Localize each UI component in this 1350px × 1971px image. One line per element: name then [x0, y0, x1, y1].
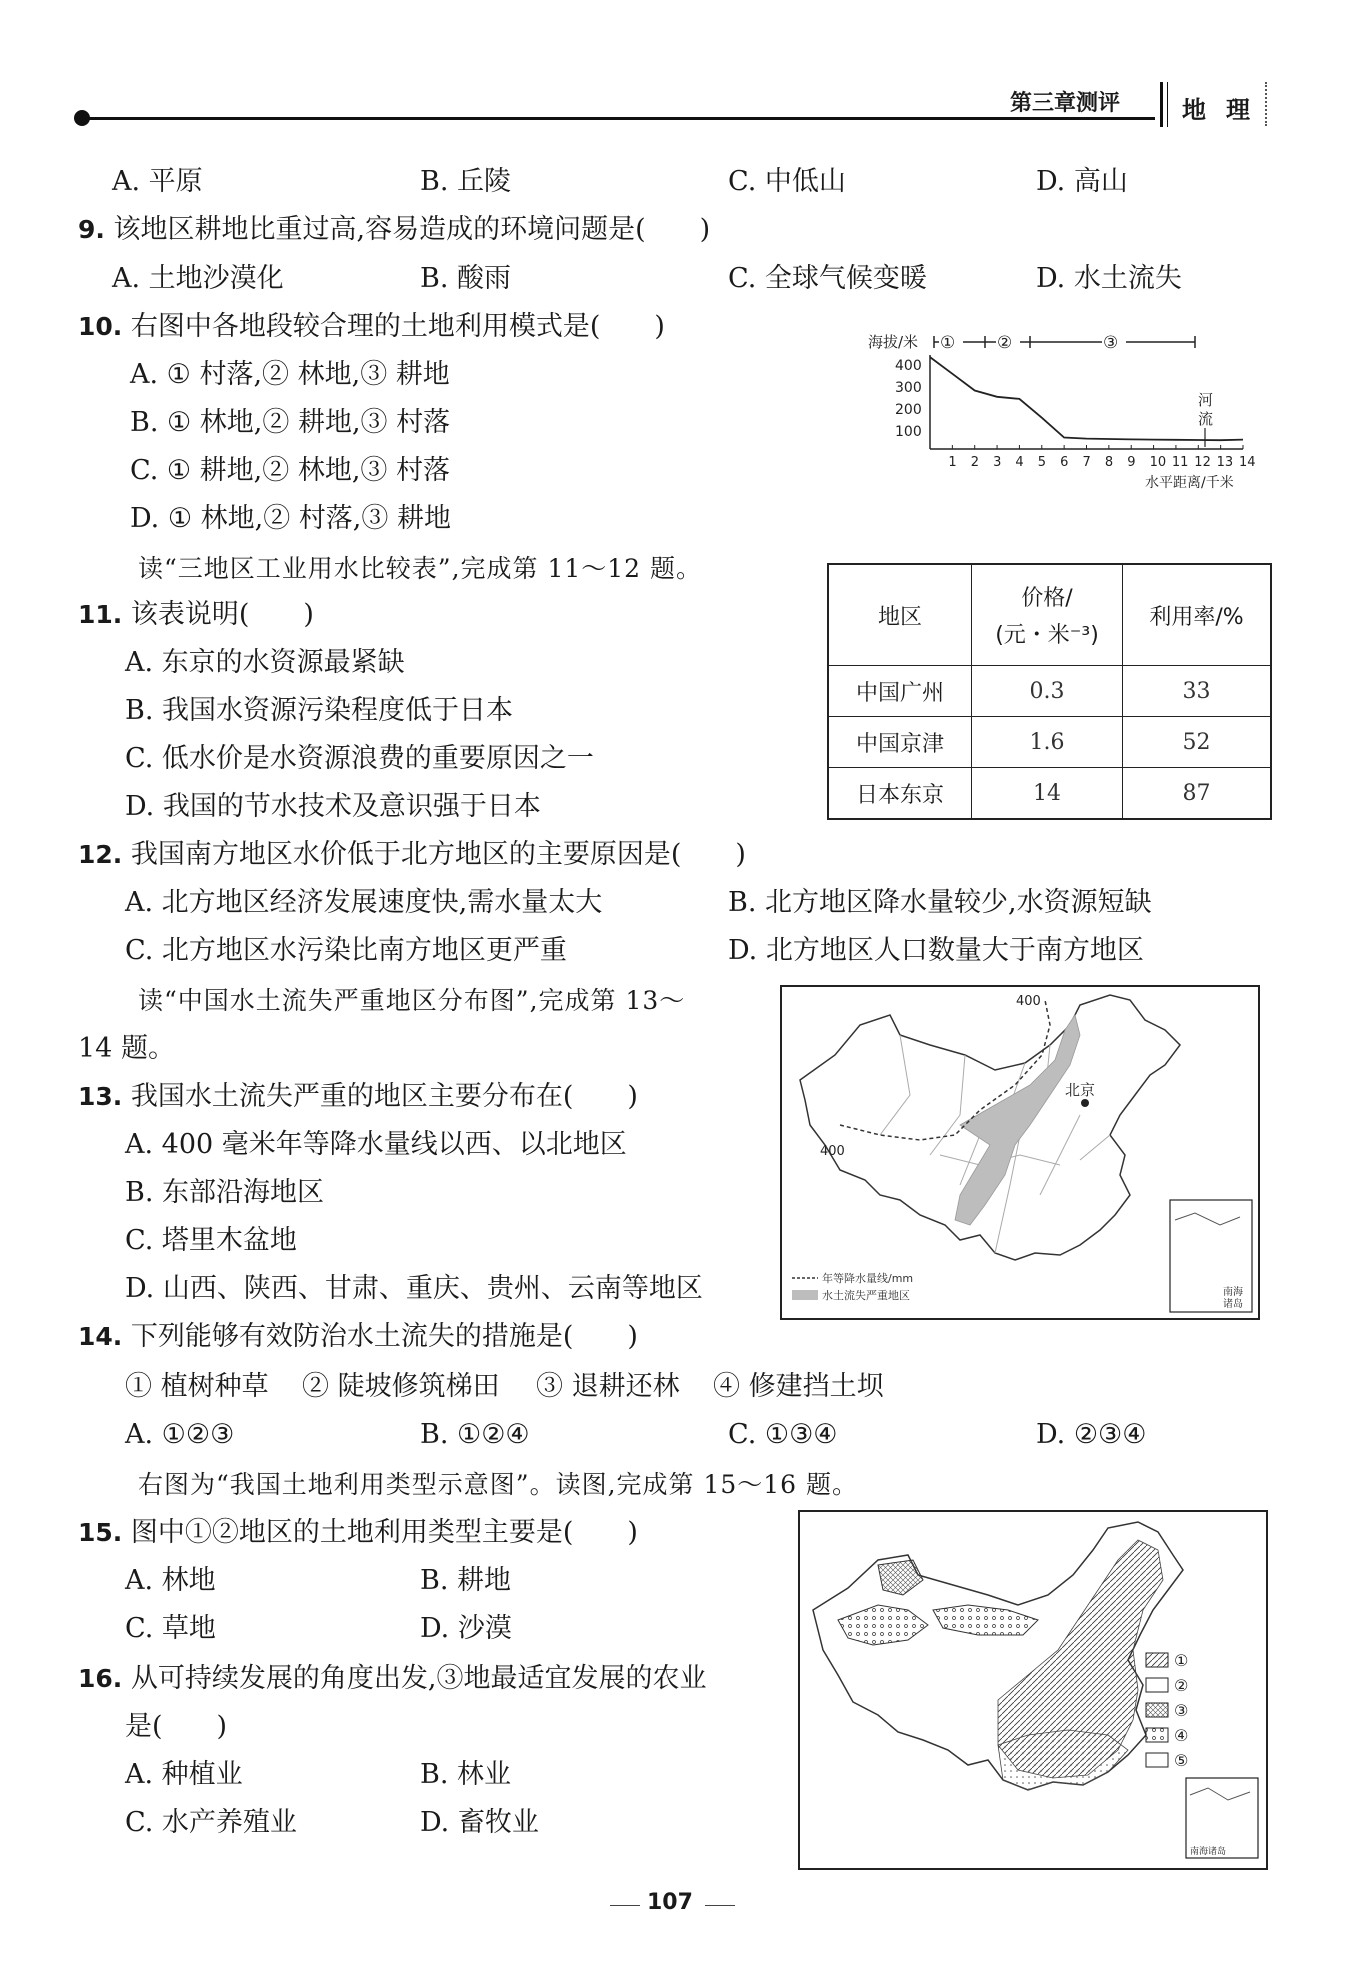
q12-option-d[interactable]: D. 北方地区人口数量大于南方地区: [728, 935, 1144, 966]
q8-option-d[interactable]: D. 高山: [1036, 166, 1128, 197]
q13-option-b[interactable]: B. 东部沿海地区: [125, 1177, 325, 1208]
q10-text: 右图中各地段较合理的土地利用模式是( ): [130, 311, 665, 342]
q11-option-a[interactable]: A. 东京的水资源最紧缺: [125, 647, 405, 678]
chapter-title: 第三章测评: [1010, 91, 1121, 116]
profile-ytick-400: 400: [895, 358, 922, 374]
col-header-price-line2: (元・米⁻³): [995, 623, 1099, 648]
beijing-marker: [1081, 1099, 1089, 1107]
q14-measure-3: ③ 退耕还林: [536, 1371, 680, 1402]
q9-option-d[interactable]: D. 水土流失: [1036, 263, 1182, 294]
q14-measure-2: ② 陡坡修筑梯田: [302, 1371, 500, 1402]
q14-measure-1: ① 植树种草: [125, 1371, 269, 1402]
col-header-price: [972, 564, 1123, 666]
col-header-region: 地区: [828, 564, 972, 666]
q15-stem: [78, 1516, 638, 1550]
q15-option-d[interactable]: D. 沙漠: [420, 1613, 512, 1644]
q12-option-a[interactable]: A. 北方地区经济发展速度快,需水量太大: [125, 887, 603, 918]
land-inset-frame: [1186, 1778, 1258, 1858]
q15-option-c[interactable]: C. 草地: [125, 1613, 216, 1644]
legend-label-4: ④: [1174, 1726, 1189, 1745]
legend-swatch-1: [1146, 1653, 1168, 1667]
footer-rule-right: [705, 1905, 735, 1906]
soil-erosion-map: [780, 985, 1260, 1320]
q9-option-a[interactable]: A. 土地沙漠化: [112, 263, 284, 294]
cell-region: 日本东京: [828, 768, 972, 820]
q13-text: 我国水土流失严重的地区主要分布在( ): [130, 1081, 638, 1112]
header-divider: [1160, 82, 1163, 127]
table-row: [828, 666, 1271, 717]
inset-label-2: 诸岛: [1223, 1299, 1243, 1310]
header-divider-thin: [1167, 82, 1168, 127]
legend-label-5: ⑤: [1174, 1751, 1189, 1770]
q11-option-b[interactable]: B. 我国水资源污染程度低于日本: [125, 695, 514, 726]
q13-number: 13.: [78, 1082, 123, 1111]
q9-number: 9.: [78, 215, 105, 244]
intro-15-16: 右图为“我国土地利用类型示意图”。读图,完成第 15～16 题。: [138, 1470, 859, 1499]
legend-erosion-label: 水土流失严重地区: [822, 1289, 910, 1302]
terrain-profile-chart: [860, 325, 1280, 500]
q12-stem: [78, 838, 746, 872]
profile-ytick-300: 300: [895, 380, 922, 396]
intro-13-14-line2: 14 题。: [78, 1033, 175, 1064]
q14-option-c[interactable]: C. ①③④: [728, 1419, 838, 1450]
q16-stem-line2: 是( ): [125, 1711, 228, 1742]
q16-option-c[interactable]: C. 水产养殖业: [125, 1807, 297, 1838]
q9-option-c[interactable]: C. 全球气候变暖: [728, 263, 927, 294]
cell-price: 14: [972, 768, 1123, 820]
intro-13-14-line1: 读“中国水土流失严重地区分布图”,完成第 13～: [138, 986, 686, 1015]
profile-xtick: 8: [1104, 455, 1114, 470]
q14-text: 下列能够有效防治水土流失的措施是( ): [130, 1321, 638, 1352]
legend-label-2: ②: [1174, 1676, 1189, 1695]
legend-label-3: ③: [1174, 1701, 1189, 1720]
segment-label-2: ②: [997, 333, 1013, 353]
q14-number: 14.: [78, 1322, 123, 1351]
label-400-top: 400: [1016, 994, 1041, 1009]
profile-xtick: 13: [1216, 455, 1234, 470]
q10-option-d[interactable]: D. ① 林地,② 村落,③ 耕地: [130, 503, 451, 534]
q10-number: 10.: [78, 312, 123, 341]
subject-char-1: 地: [1182, 96, 1206, 124]
legend-label-1: ①: [1174, 1651, 1189, 1670]
q11-option-d[interactable]: D. 我国的节水技术及意识强于日本: [125, 791, 541, 822]
q16-option-b[interactable]: B. 林业: [420, 1759, 512, 1790]
profile-line: [930, 357, 1243, 440]
q16-stem-line1: [78, 1662, 706, 1696]
q10-option-c[interactable]: C. ① 耕地,② 林地,③ 村落: [130, 455, 450, 486]
profile-xtick: 4: [1015, 455, 1024, 470]
cell-rate: 52: [1123, 717, 1272, 768]
header-rule: [80, 117, 1155, 120]
profile-xlabel: 水平距离/千米: [1145, 475, 1234, 491]
label-400-left: 400: [820, 1144, 845, 1159]
q13-option-d[interactable]: D. 山西、陕西、甘肃、重庆、贵州、云南等地区: [125, 1273, 703, 1304]
inset-label-1: 南海: [1223, 1287, 1243, 1298]
profile-ytick-100: 100: [895, 424, 922, 440]
profile-ytick-200: 200: [895, 402, 922, 418]
q15-text: 图中①②地区的土地利用类型主要是( ): [130, 1517, 638, 1548]
q13-option-a[interactable]: A. 400 毫米年等降水量线以西、以北地区: [125, 1129, 627, 1160]
profile-xtick: 14: [1239, 455, 1256, 470]
profile-xtick: 10: [1149, 455, 1167, 470]
subject-box: [1170, 82, 1267, 126]
river-label-1: 河: [1198, 391, 1214, 409]
q14-option-d[interactable]: D. ②③④: [1036, 1419, 1147, 1450]
table-row: [828, 717, 1271, 768]
profile-xtick: 11: [1171, 455, 1189, 470]
legend-swatch-3: [1146, 1703, 1168, 1717]
subject-char-2: 理: [1226, 96, 1250, 124]
legend-swatch-4: [1146, 1728, 1168, 1742]
cell-rate: 87: [1123, 768, 1272, 820]
q8-option-c[interactable]: C. 中低山: [728, 166, 846, 197]
legend-swatch-5: [1146, 1753, 1168, 1767]
cell-price: 1.6: [972, 717, 1123, 768]
land-inset-label: 南海诸岛: [1190, 1847, 1227, 1857]
col-header-price-line1: 价格/: [1021, 586, 1073, 611]
table-header-row: [828, 564, 1271, 666]
water-use-table: [827, 563, 1272, 820]
q8-option-b[interactable]: B. 丘陵: [420, 166, 512, 197]
q10-stem: [78, 310, 665, 344]
q14-option-b[interactable]: B. ①②④: [420, 1419, 530, 1450]
segment-label-1: ①: [940, 333, 956, 353]
q14-measure-4: ④ 修建挡土坝: [713, 1371, 884, 1402]
q13-option-c[interactable]: C. 塔里木盆地: [125, 1225, 297, 1256]
q11-stem: [78, 598, 314, 632]
profile-ylabel: 海拔/米: [868, 333, 919, 351]
table-row: [828, 768, 1271, 820]
profile-xtick: 6: [1060, 455, 1069, 470]
cell-region: 中国广州: [828, 666, 972, 717]
q10-option-a[interactable]: A. ① 村落,② 林地,③ 耕地: [130, 359, 450, 390]
q16-text-1: 从可持续发展的角度出发,③地最适宜发展的农业: [130, 1663, 707, 1694]
land-use-map: [798, 1510, 1268, 1870]
segment-label-3: ③: [1103, 333, 1119, 353]
q10-option-b[interactable]: B. ① 林地,② 耕地,③ 村落: [130, 407, 451, 438]
legend-erosion-swatch: [792, 1290, 818, 1300]
beijing-label: 北京: [1065, 1081, 1096, 1099]
q12-number: 12.: [78, 840, 123, 869]
q9-text: 该地区耕地比重过高,容易造成的环境问题是( ): [113, 214, 711, 245]
q11-option-c[interactable]: C. 低水价是水资源浪费的重要原因之一: [125, 743, 594, 774]
profile-xtick: 9: [1127, 455, 1136, 470]
q16-option-d[interactable]: D. 畜牧业: [420, 1807, 539, 1838]
legend-isohyet-label: 年等降水量线/mm: [822, 1272, 914, 1285]
q12-option-c[interactable]: C. 北方地区水污染比南方地区更严重: [125, 935, 567, 966]
profile-xtick: 7: [1082, 455, 1091, 470]
footer-rule-left: [610, 1905, 640, 1906]
q16-option-a[interactable]: A. 种植业: [125, 1759, 243, 1790]
col-header-rate: 利用率/%: [1123, 564, 1272, 666]
q15-option-b[interactable]: B. 耕地: [420, 1565, 512, 1596]
cell-price: 0.3: [972, 666, 1123, 717]
intro-11-12: 读“三地区工业用水比较表”,完成第 11～12 题。: [138, 554, 703, 583]
page-number: 107: [647, 1890, 693, 1915]
q12-option-b[interactable]: B. 北方地区降水量较少,水资源短缺: [728, 887, 1152, 918]
q8-option-a[interactable]: A. 平原: [112, 166, 203, 197]
q15-number: 15.: [78, 1518, 123, 1547]
profile-xtick: 1: [948, 455, 957, 470]
legend-swatch-2: [1146, 1678, 1168, 1692]
q11-text: 该表说明( ): [130, 599, 314, 630]
cell-region: 中国京津: [828, 717, 972, 768]
q16-number: 16.: [78, 1664, 123, 1693]
q14-option-a[interactable]: A. ①②③: [125, 1419, 235, 1450]
q9-option-b[interactable]: B. 酸雨: [420, 263, 512, 294]
profile-xtick: 3: [993, 455, 1002, 470]
river-label-2: 流: [1198, 410, 1214, 428]
q12-text: 我国南方地区水价低于北方地区的主要原因是( ): [130, 839, 746, 870]
profile-xtick: 5: [1037, 455, 1047, 470]
q14-stem: [78, 1320, 638, 1354]
profile-xtick: 12: [1194, 455, 1211, 470]
q13-stem: [78, 1080, 638, 1114]
profile-xtick: 2: [970, 455, 979, 470]
q15-option-a[interactable]: A. 林地: [125, 1565, 216, 1596]
q9-stem: [78, 213, 710, 247]
q11-number: 11.: [78, 600, 123, 629]
cell-rate: 33: [1123, 666, 1272, 717]
